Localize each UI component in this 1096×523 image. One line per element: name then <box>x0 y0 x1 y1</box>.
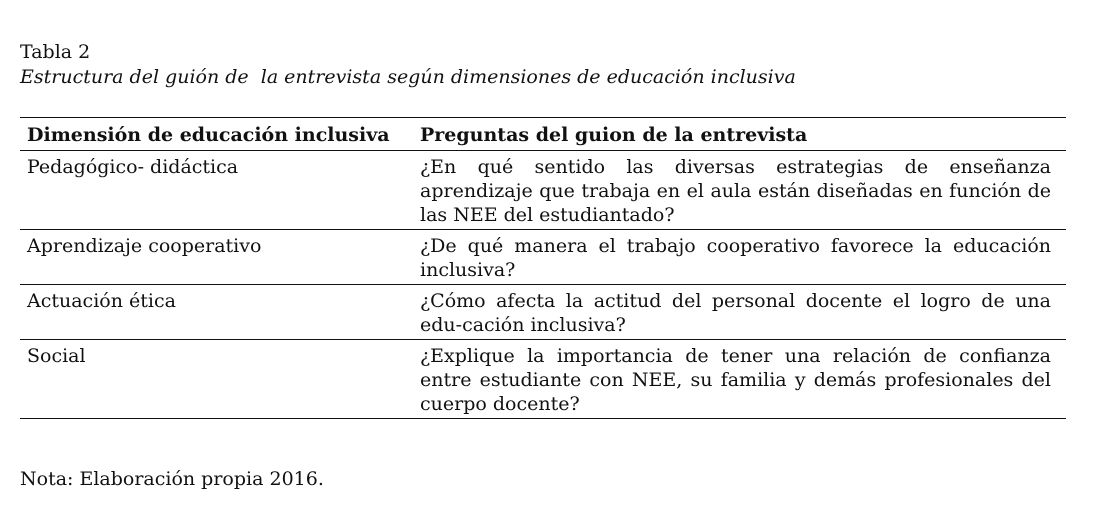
table-row <box>20 284 1066 339</box>
header-questions: Preguntas del guion de la entrevista <box>420 124 808 146</box>
table-note: Nota: Elaboración propia 2016. <box>20 468 324 490</box>
table-row <box>20 150 1066 229</box>
dimension-cell: Aprendizaje cooperativo <box>27 235 262 257</box>
interview-structure-table <box>20 117 1066 419</box>
question-cell: ¿En qué sentido las diversas estrategias de enseñanza aprendizaje que trabaja en el aula están diseñadas en función de las NEE del estudiantado? <box>420 156 1051 226</box>
table-number: Tabla 2 <box>20 41 91 63</box>
dimension-cell: Actuación ética <box>27 290 176 312</box>
question-cell: ¿De qué manera el trabajo cooperativo favorece la educación inclusiva? <box>420 235 1051 281</box>
table-header-row <box>20 118 1066 150</box>
question-cell: ¿Explique la importancia de tener una relación de confianza entre estudiante con NEE, su familia y demás profesionales del cuerpo docente? <box>420 345 1051 415</box>
dimension-cell: Social <box>27 345 86 367</box>
dimension-cell: Pedagógico- didáctica <box>27 156 239 178</box>
table-title: Estructura del guión de la entrevista según dimensiones de educación inclusiva <box>20 66 796 88</box>
question-cell: ¿Cómo afecta la actitud del personal docente el logro de una edu-cación inclusiva? <box>420 290 1051 336</box>
table-row <box>20 229 1066 284</box>
table-row <box>20 339 1066 418</box>
header-dimension: Dimensión de educación inclusiva <box>27 124 390 146</box>
